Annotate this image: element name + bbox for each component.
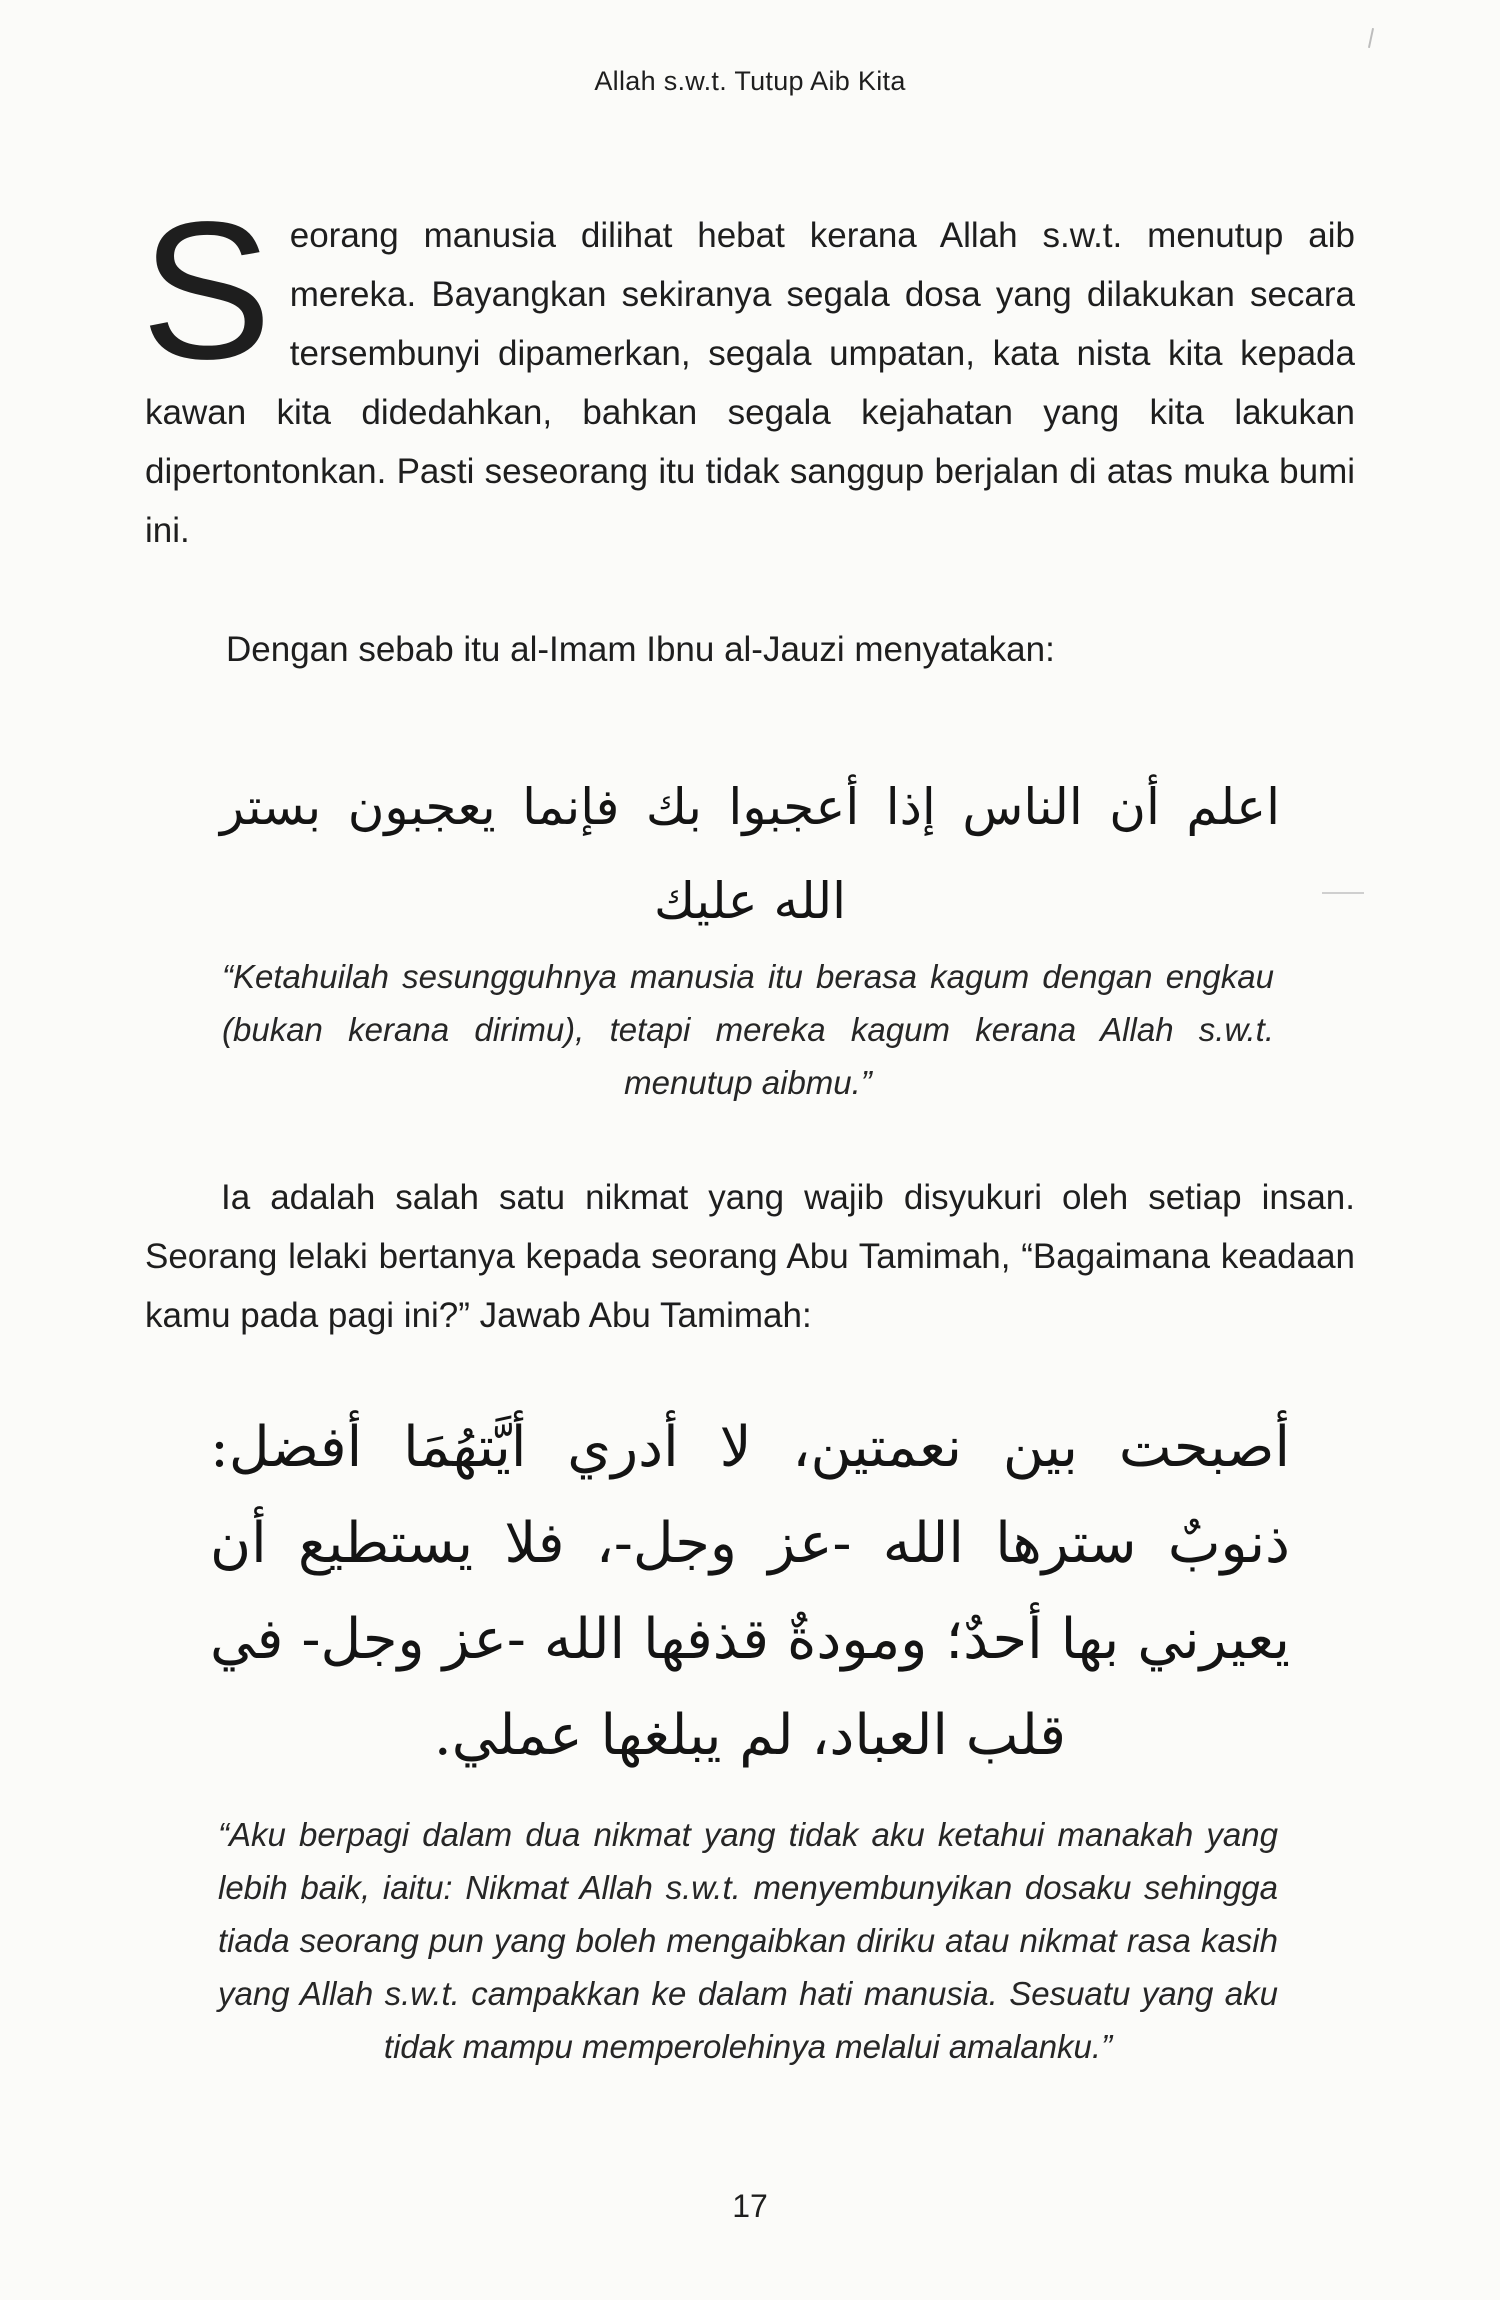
arabic-quote-ibnu-jauzi: اعلم أن الناس إذا أعجبوا بك فإنما يعجبون بستر الله عليك <box>220 778 1280 930</box>
drop-cap: S <box>141 181 272 400</box>
translation-quote-1: “Ketahuilah sesungguhnya manusia itu berasa kagum dengan engkau (bukan kerana dirimu), tetapi mereka kagum kerana Allah s.w.t. menutup aibmu.” <box>222 958 1274 1101</box>
page-number: 17 <box>732 2188 768 2224</box>
scan-mark <box>1368 28 1374 48</box>
second-paragraph-text: Ia adalah salah satu nikmat yang wajib disyukuri oleh setiap insan. Seorang lelaki bertanya kepada seorang Abu Tamimah, “Bagaimana keadaan kamu pada pagi ini?” Jawab Abu Tamimah: <box>145 1178 1355 1335</box>
opening-paragraph-text: eorang manusia dilihat hebat kerana Allah s.w.t. menutup aib mereka. Bayangkan sekiranya segala dosa yang dilakukan secara tersembunyi dipamerkan, segala umpatan, kata nista kita kepada kawan kita didedahkan, bahkan segala kejahatan yang kita lakukan dipertontonkan. Pasti seseorang itu tidak sanggup berjalan di atas muka bumi ini. <box>145 216 1355 550</box>
running-header: Allah s.w.t. Tutup Aib Kita <box>594 66 906 96</box>
opening-paragraph <box>141 181 1355 560</box>
quote-lead-in: Dengan sebab itu al-Imam Ibnu al-Jauzi menyatakan: <box>226 630 1055 669</box>
translation-quote-2: “Aku berpagi dalam dua nikmat yang tidak aku ketahui manakah yang lebih baik, iaitu: Nikmat Allah s.w.t. menyembunyikan dosaku sehingga tiada seorang pun yang boleh mengaibkan diriku atau nikmat rasa kasih yang Allah s.w.t. campakkan ke dalam hati manusia. Sesuatu yang aku tidak mampu memperolehinya melalui amalanku.” <box>218 1816 1278 2065</box>
margin-mark <box>1322 892 1364 894</box>
arabic-quote-abu-tamimah: أصبحت بين نعمتين، لا أدري أيَّتهُمَا أفضل: ذنوبٌ سترها الله -عز وجل-، فلا يستطيع أن يعيرني بها أحدٌ؛ ومودةٌ قذفها الله -عز وجل- في قلب العباد، لم يبلغها عملي. <box>210 1415 1290 1768</box>
second-paragraph <box>145 1168 1355 1345</box>
